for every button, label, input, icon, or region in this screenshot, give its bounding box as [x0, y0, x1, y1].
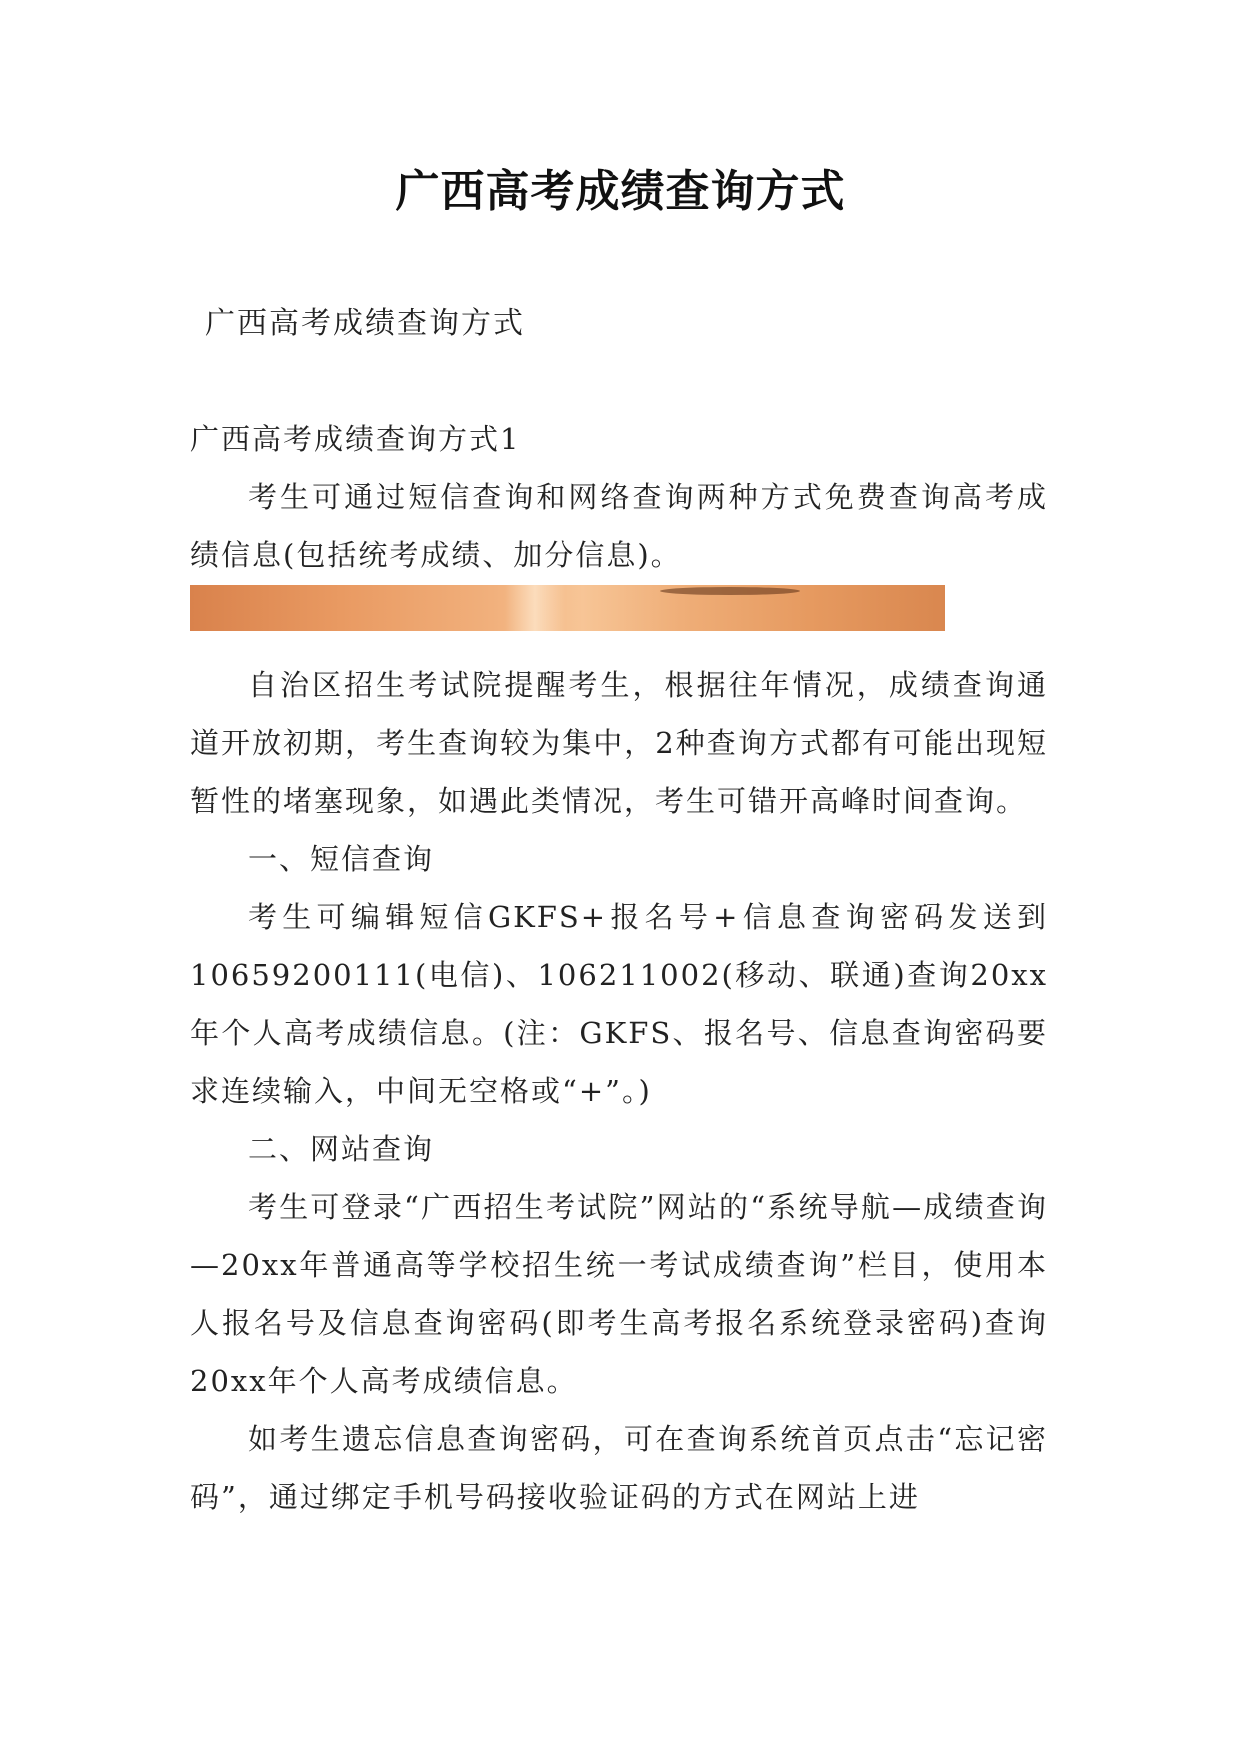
paragraph-reminder: 自治区招生考试院提醒考生，根据往年情况，成绩查询通道开放初期，考生查询较为集中，2种查询方式都有可能出现短暂性的堵塞现象，如遇此类情况，考生可错开高峰时间查询。 — [190, 668, 1048, 818]
document-subtitle: 广西高考成绩查询方式 — [205, 306, 525, 341]
banner-image — [190, 585, 945, 631]
heading-sms-query: 一、短信查询 — [248, 842, 435, 876]
section-heading-1: 广西高考成绩查询方式1 — [190, 422, 521, 456]
document-title: 广西高考成绩查询方式 — [395, 166, 846, 217]
document-body — [190, 410, 1048, 1526]
paragraph-forgot-password: 如考生遗忘信息查询密码，可在查询系统首页点击“忘记密码”，通过绑定手机号码接收验证码的方式在网站上进 — [190, 1422, 1048, 1514]
heading-web-query: 二、网站查询 — [248, 1132, 435, 1166]
paragraph-sms-query: 考生可编辑短信GKFS+报名号+信息查询密码发送到10659200111(电信)、106211002(移动、联通)查询20xx年个人高考成绩信息。(注：GKFS、报名号、信息查询密码要求连续输入，中间无空格或“+”。) — [190, 900, 1048, 1108]
paragraph-intro: 考生可通过短信查询和网络查询两种方式免费查询高考成绩信息(包括统考成绩、加分信息)。 — [190, 480, 1048, 572]
paragraph-web-query: 考生可登录“广西招生考试院”网站的“系统导航—成绩查询—20xx年普通高等学校招生统一考试成绩查询”栏目，使用本人报名号及信息查询密码(即考生高考报名系统登录密码)查询20xx年个人高考成绩信息。 — [190, 1190, 1048, 1398]
